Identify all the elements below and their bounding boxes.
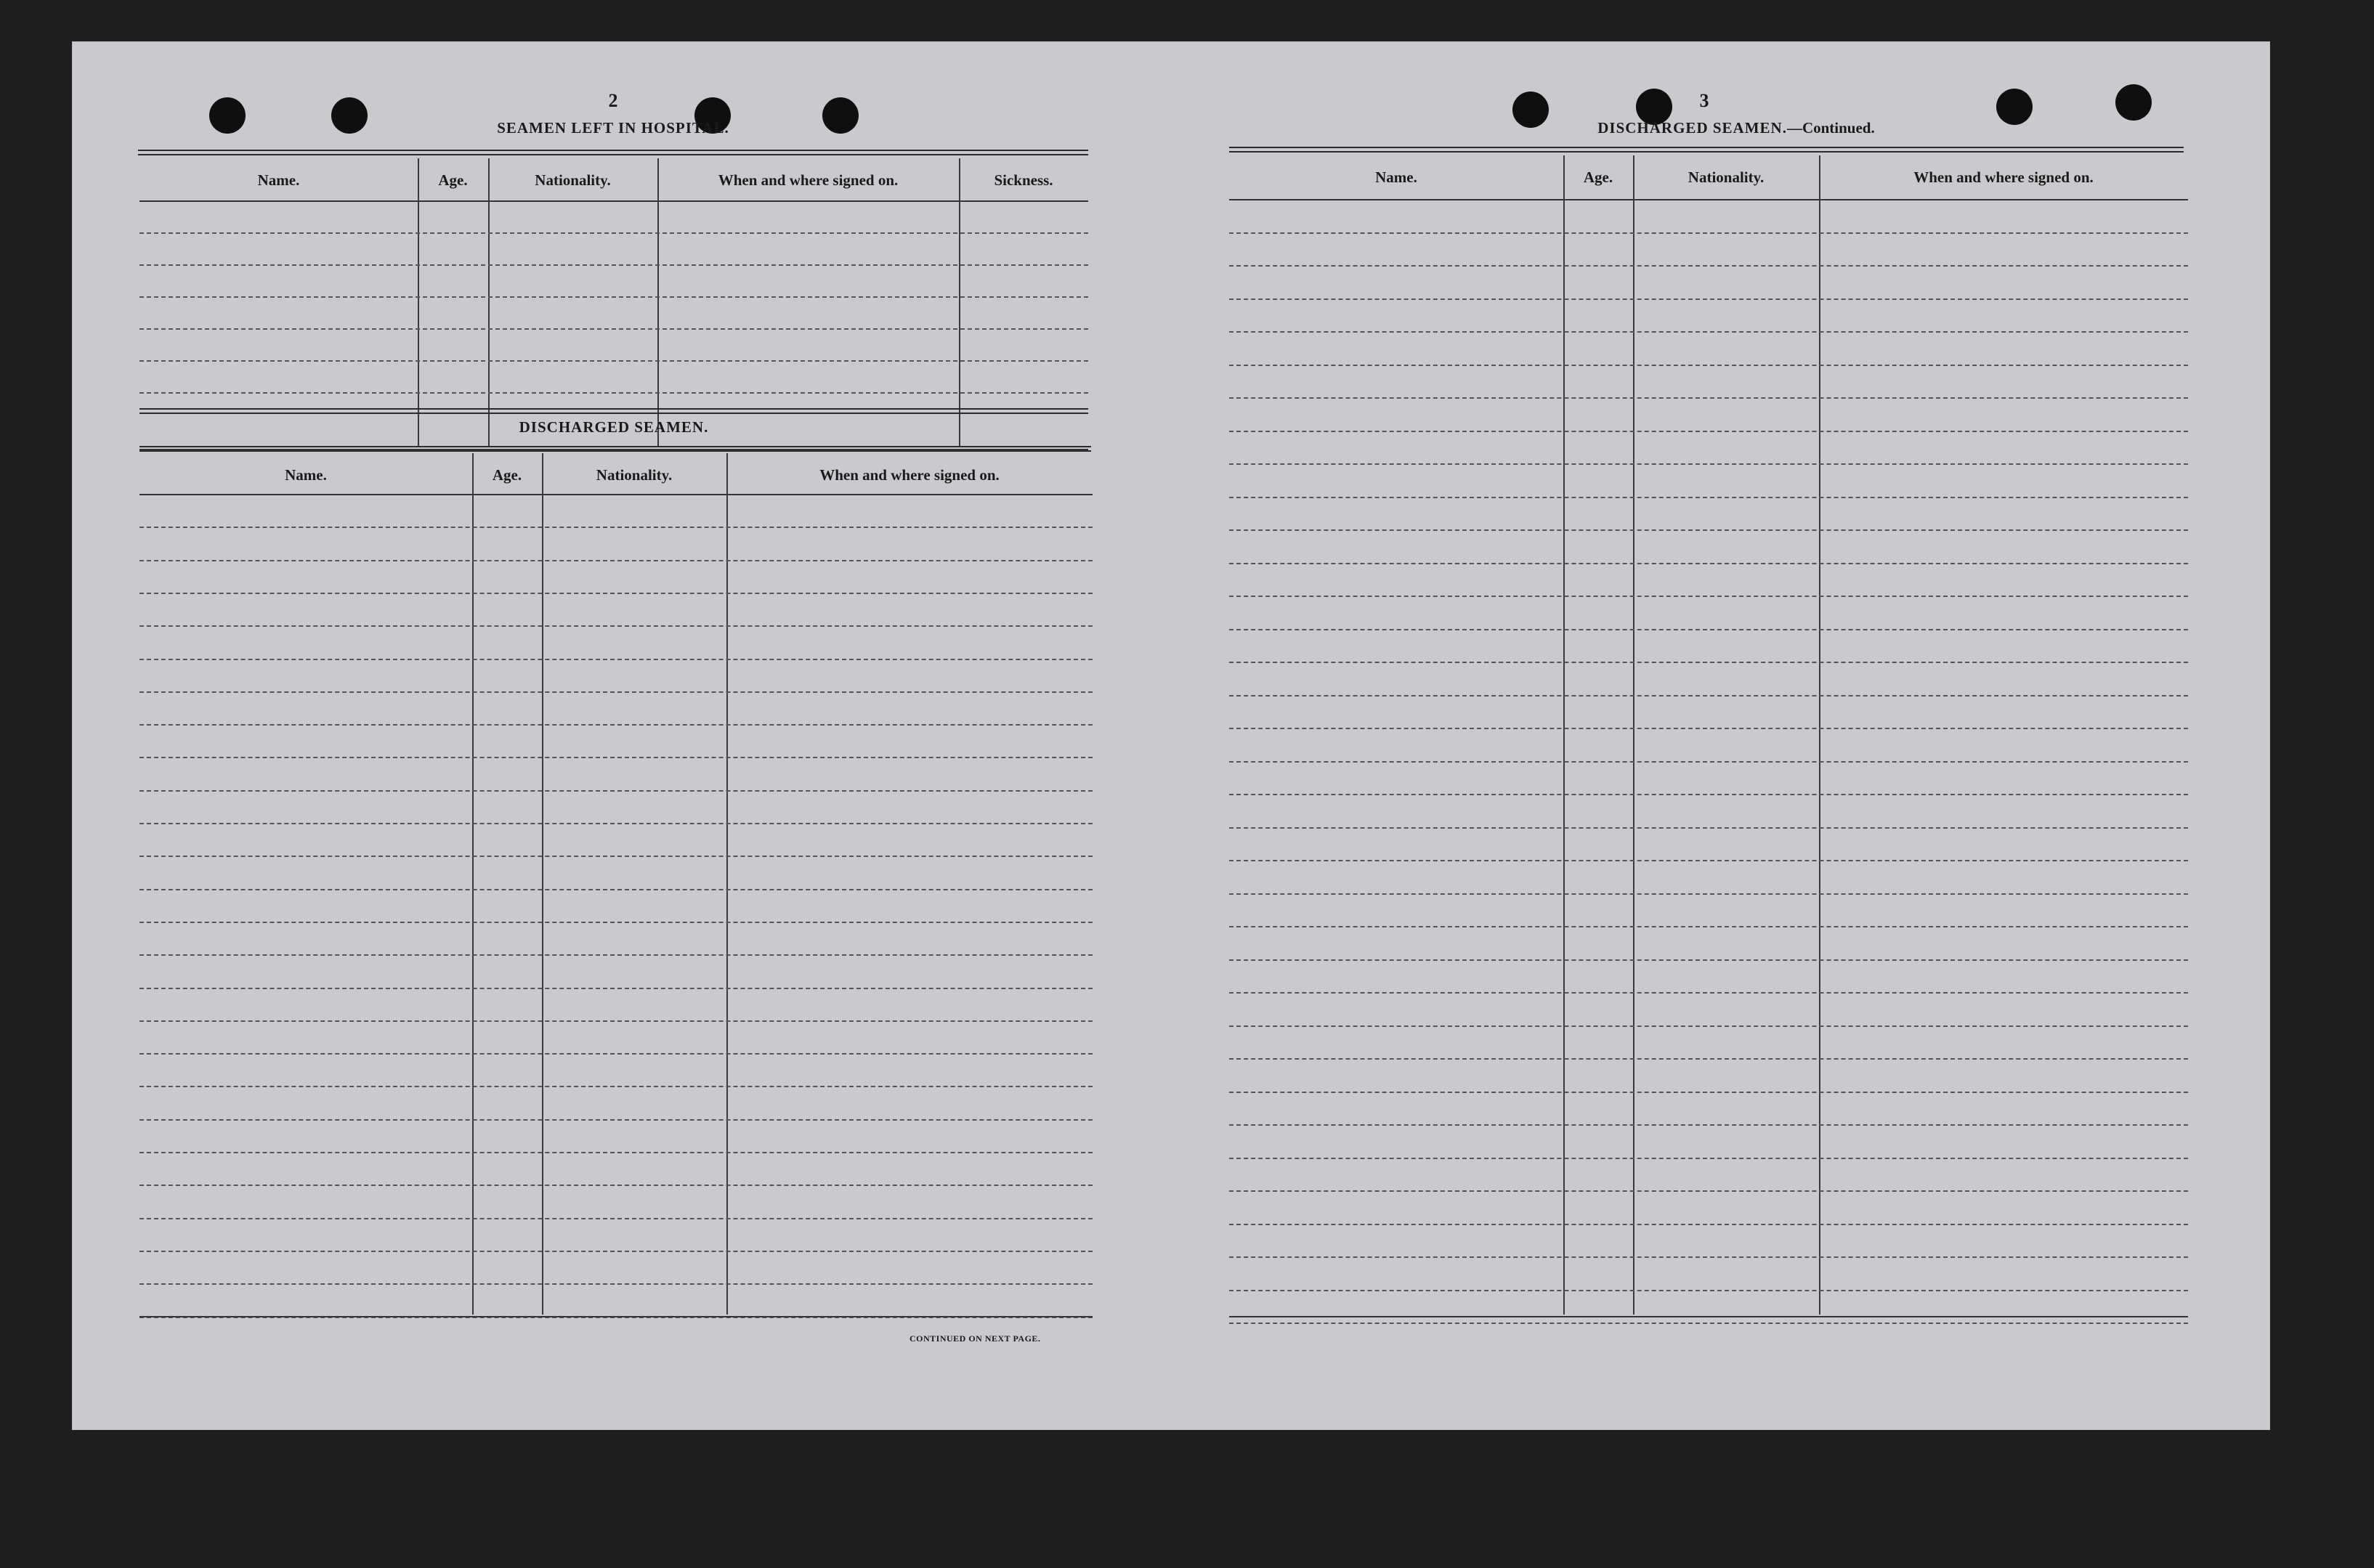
- double-rule: [139, 408, 1088, 410]
- table-row: [139, 659, 1093, 660]
- table-row: [139, 527, 1093, 528]
- table-row: [1229, 860, 2188, 861]
- table-row: [139, 889, 1093, 890]
- punch-hole: [331, 97, 368, 134]
- column-divider: [657, 158, 659, 447]
- column-divider: [418, 158, 419, 447]
- table-row: [1229, 1058, 2188, 1060]
- table-row: [139, 1251, 1093, 1252]
- table-row: [139, 1119, 1093, 1121]
- column-header: Nationality.: [535, 171, 611, 189]
- right-section-title: [1467, 119, 2005, 137]
- discharged-table-left: [139, 453, 1093, 1317]
- table-row: [1229, 1124, 2188, 1126]
- header-rule: [139, 200, 1088, 202]
- table-row: [139, 757, 1093, 758]
- column-divider: [1633, 155, 1634, 1315]
- table-row: [139, 1218, 1093, 1219]
- table-row: [1229, 893, 2188, 895]
- double-rule: [1229, 147, 2184, 148]
- table-row: [139, 593, 1093, 594]
- table-row: [1229, 265, 2188, 267]
- column-header: Nationality.: [1688, 168, 1765, 186]
- table-row: [1229, 728, 2188, 729]
- column-divider: [488, 158, 490, 447]
- punch-hole: [2115, 84, 2152, 121]
- page-number-right: 3: [1699, 90, 1709, 111]
- table-row: [139, 1053, 1093, 1055]
- discharged-section-title: DISCHARGED SEAMEN.: [519, 418, 709, 436]
- table-row: [1229, 596, 2188, 597]
- table-row: [1229, 298, 2188, 300]
- table-row: [139, 954, 1093, 956]
- table-row: [139, 1152, 1093, 1153]
- table-row: [1229, 1092, 2188, 1093]
- column-header: When and where signed on.: [718, 171, 899, 189]
- table-row: [1229, 1256, 2188, 1258]
- table-row: [1229, 992, 2188, 994]
- table-row: [1229, 331, 2188, 333]
- header-rule: [139, 494, 1093, 495]
- table-row: [139, 625, 1093, 627]
- punch-hole: [822, 97, 859, 134]
- double-rule: [139, 446, 1091, 447]
- table-bottom-rule: [139, 1316, 1093, 1317]
- form-sheet: [73, 42, 2269, 1429]
- table-row: [1229, 232, 2188, 234]
- table-row: [139, 823, 1093, 824]
- table-row: [1229, 365, 2188, 366]
- punch-hole: [209, 97, 246, 134]
- table-row: [1229, 1158, 2188, 1159]
- hospital-section-title: SEAMEN LEFT IN HOSPITAL.: [497, 119, 729, 137]
- table-row: [139, 856, 1093, 857]
- table-row: [1229, 1224, 2188, 1225]
- column-header: Name.: [285, 466, 327, 484]
- column-header: Sickness.: [994, 171, 1053, 189]
- column-header: Age.: [492, 466, 522, 484]
- hospital-table: [139, 158, 1088, 450]
- header-rule: [1229, 199, 2188, 200]
- table-row: [1229, 463, 2188, 465]
- table-row: [139, 560, 1093, 561]
- column-divider: [959, 158, 960, 447]
- table-row: [139, 1086, 1093, 1087]
- column-header: Name.: [257, 171, 300, 189]
- table-row: [1229, 431, 2188, 432]
- table-row: [1229, 761, 2188, 763]
- continued-note: CONTINUED ON NEXT PAGE.: [910, 1333, 1041, 1344]
- table-row: [1229, 629, 2188, 630]
- table-row: [1229, 662, 2188, 663]
- table-row: [1229, 1323, 2188, 1324]
- column-header: Age.: [438, 171, 468, 189]
- table-row: [139, 1283, 1093, 1285]
- table-row: [139, 296, 1088, 298]
- table-row: [1229, 1025, 2188, 1027]
- column-divider: [1563, 155, 1565, 1315]
- table-row: [139, 1020, 1093, 1022]
- right-section-title-suffix: —Continued.: [1786, 119, 1875, 137]
- table-row: [139, 724, 1093, 726]
- table-row: [139, 360, 1088, 362]
- column-header: When and where signed on.: [1913, 168, 2094, 186]
- table-row: [1229, 827, 2188, 829]
- table-row: [139, 264, 1088, 266]
- table-row: [1229, 959, 2188, 961]
- page-number-left: 2: [608, 90, 618, 111]
- table-row: [1229, 794, 2188, 795]
- table-bottom-rule: [1229, 1316, 2188, 1317]
- double-rule: [138, 150, 1088, 151]
- right-section-title-main: DISCHARGED SEAMEN.: [1597, 119, 1787, 137]
- table-row: [139, 691, 1093, 693]
- table-row: [1229, 529, 2188, 531]
- column-header: Age.: [1583, 168, 1613, 186]
- column-header: Name.: [1375, 168, 1417, 186]
- table-row: [139, 392, 1088, 394]
- table-row: [1229, 397, 2188, 399]
- table-row: [139, 988, 1093, 989]
- column-header: When and where signed on.: [819, 466, 1000, 484]
- table-row: [1229, 563, 2188, 564]
- table-row: [139, 328, 1088, 330]
- column-divider: [1819, 155, 1820, 1315]
- table-row: [139, 922, 1093, 923]
- table-row: [1229, 695, 2188, 696]
- discharged-table-right: [1229, 155, 2188, 1317]
- table-row: [139, 790, 1093, 792]
- table-row: [1229, 1290, 2188, 1291]
- table-row: [1229, 497, 2188, 498]
- table-row: [139, 1185, 1093, 1186]
- table-row: [1229, 926, 2188, 927]
- table-row: [139, 232, 1088, 234]
- table-row: [1229, 1190, 2188, 1192]
- column-header: Nationality.: [596, 466, 673, 484]
